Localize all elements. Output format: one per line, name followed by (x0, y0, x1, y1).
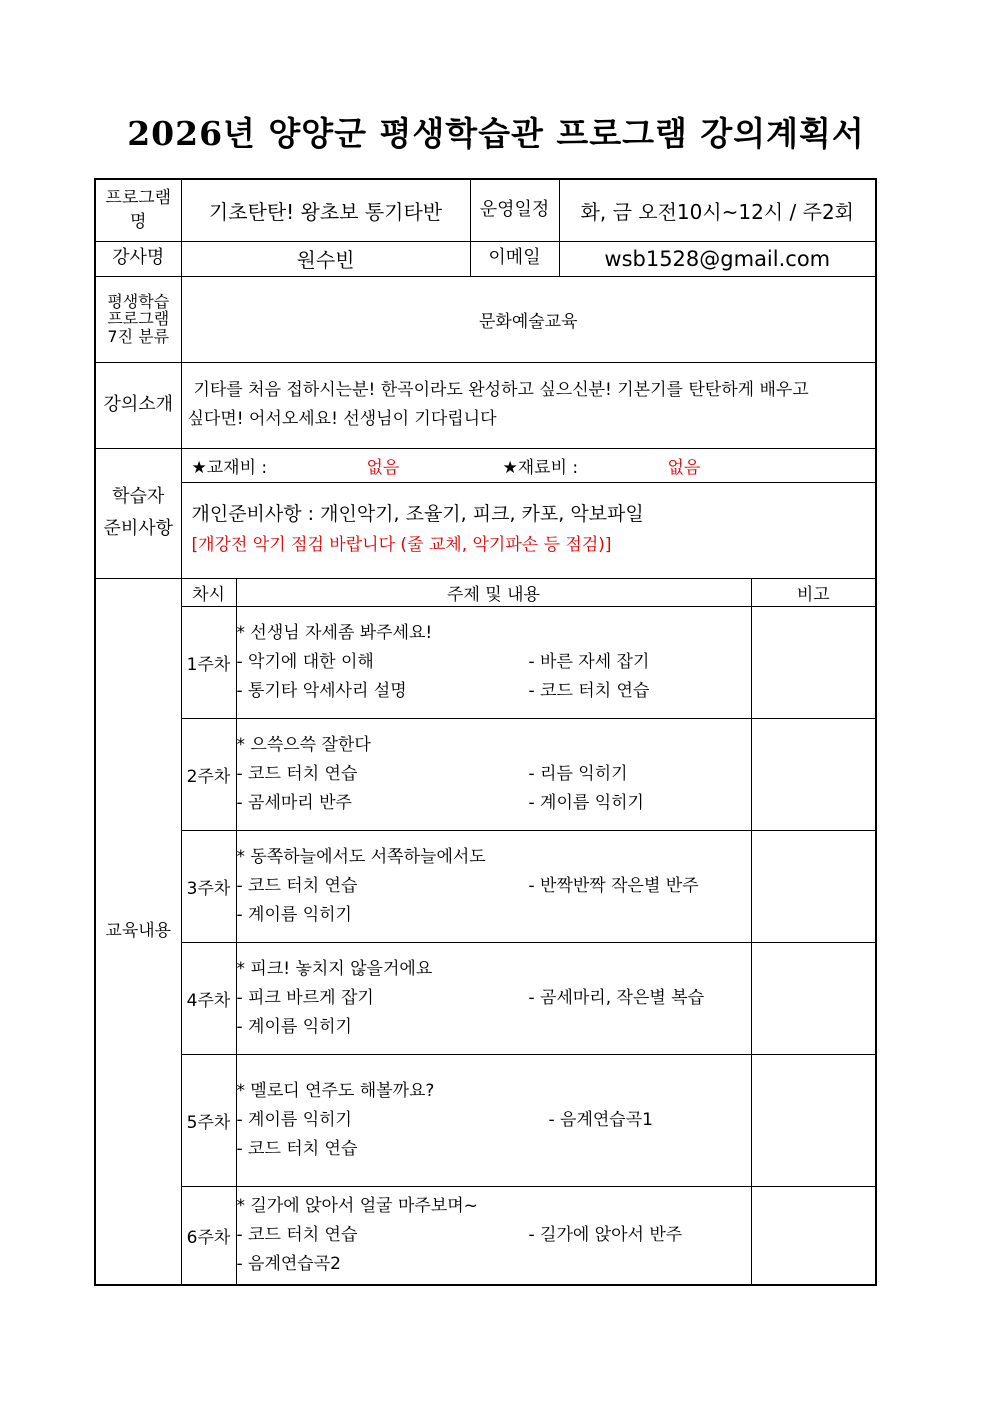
schedule-label: 운영일정 (470, 179, 559, 241)
week-label: 1주차 (181, 606, 236, 718)
material-value: 없음 (667, 457, 701, 478)
week-item: - 코드 터치 연습 (236, 763, 358, 784)
textbook-label: ★교재비 : (191, 457, 268, 478)
week-content (236, 942, 751, 1054)
personal-prep-row (95, 482, 876, 578)
table-row (95, 1054, 876, 1186)
week-note (751, 942, 876, 1054)
week-content (236, 830, 751, 942)
intro-line-2: 싶다면! 어서오세요! 선생님이 기다립니다 (187, 409, 497, 429)
program-row (95, 179, 876, 241)
personal-prep-cell (181, 482, 876, 578)
instructor-row (95, 241, 876, 276)
email-label: 이메일 (470, 241, 559, 276)
week-item: - 계이름 익히기 (528, 792, 644, 813)
week-item: - 통기타 악세사리 설명 (236, 680, 407, 701)
schedule-value: 화, 금 오전10시~12시 / 주2회 (559, 179, 876, 241)
table-row (95, 718, 876, 830)
table-row (95, 942, 876, 1054)
email-value: wsb1528@gmail.com (559, 241, 876, 276)
week-theme: * 길가에 앉아서 얼굴 마주보며~ (236, 1195, 478, 1216)
week-item: - 음계연습곡1 (548, 1109, 653, 1130)
program-name: 기초탄탄! 왕초보 통기타반 (181, 179, 470, 241)
lecture-plan-table (94, 178, 877, 1286)
category-value: 문화예술교육 (181, 276, 876, 362)
instructor-name: 원수빈 (181, 241, 470, 276)
week-item: - 피크 바르게 잡기 (236, 987, 374, 1008)
intro-row (95, 362, 876, 448)
intro-label: 강의소개 (95, 362, 181, 448)
fees-cell (181, 448, 876, 482)
week-item: - 코드 터치 연습 (236, 1138, 358, 1159)
fees-row (95, 448, 876, 482)
content-header-row (95, 578, 876, 606)
table-row (95, 830, 876, 942)
week-item: - 코드 터치 연습 (528, 680, 650, 701)
week-item: - 바른 자세 잡기 (528, 651, 650, 672)
week-item: - 악기에 대한 이해 (236, 651, 374, 672)
week-item: - 곰세마리, 작은별 복습 (528, 987, 705, 1008)
category-label: 평생학습 프로그램 7진 분류 (95, 276, 181, 362)
week-label: 5주차 (181, 1054, 236, 1186)
week-item: - 길가에 앉아서 반주 (528, 1224, 683, 1245)
col-session-header: 차시 (181, 578, 236, 606)
week-item: - 곰세마리 반주 (236, 792, 352, 813)
week-item: - 계이름 익히기 (236, 904, 352, 925)
week-item: - 리듬 익히기 (528, 763, 628, 784)
personal-prep-text: 개인준비사항 : 개인악기, 조율기, 피크, 카포, 악보파일 (191, 503, 644, 525)
col-topic-header: 주제 및 내용 (236, 578, 751, 606)
material-label: ★재료비 : (502, 457, 579, 478)
week-item: - 코드 터치 연습 (236, 1224, 358, 1245)
category-row (95, 276, 876, 362)
week-label: 6주차 (181, 1186, 236, 1285)
week-content (236, 1186, 751, 1285)
col-note-header: 비고 (751, 578, 876, 606)
week-item: - 음계연습곡2 (236, 1253, 341, 1274)
week-theme: * 동쪽하늘에서도 서쪽하늘에서도 (236, 846, 486, 867)
week-item: - 계이름 익히기 (236, 1016, 352, 1037)
week-note (751, 718, 876, 830)
week-note (751, 606, 876, 718)
table-row (95, 606, 876, 718)
week-item: - 계이름 익히기 (236, 1109, 352, 1130)
week-label: 3주차 (181, 830, 236, 942)
intro-line-1: 기타를 처음 접하시는분! 한곡이라도 완성하고 싶으신분! 기본기를 탄탄하게 배우고 (193, 380, 809, 400)
week-content (236, 718, 751, 830)
week-note (751, 830, 876, 942)
week-note (751, 1054, 876, 1186)
program-label: 프로그램명 (95, 179, 181, 241)
instructor-label: 강사명 (95, 241, 181, 276)
week-theme: * 으쓱으쓱 잘한다 (236, 734, 371, 755)
edu-label: 교육내용 (95, 578, 181, 1285)
week-item: - 반짝반짝 작은별 반주 (528, 875, 699, 896)
week-label: 2주차 (181, 718, 236, 830)
week-theme: * 피크! 놓치지 않을거에요 (236, 958, 433, 979)
week-content (236, 1054, 751, 1186)
document-title: 2026년 양양군 평생학습관 프로그램 강의계획서 (127, 114, 865, 153)
prep-label: 학습자 준비사항 (95, 448, 181, 578)
week-theme: * 멜로디 연주도 해볼까요? (236, 1080, 435, 1101)
week-content (236, 606, 751, 718)
week-note (751, 1186, 876, 1285)
week-label: 4주차 (181, 942, 236, 1054)
prep-note: [개강전 악기 점검 바랍니다 (줄 교체, 악기파손 등 점검)] (191, 535, 612, 555)
week-item: - 코드 터치 연습 (236, 875, 358, 896)
table-row (95, 1186, 876, 1285)
textbook-value: 없음 (366, 457, 400, 478)
intro-text (181, 362, 876, 448)
week-theme: * 선생님 자세좀 봐주세요! (236, 622, 433, 643)
